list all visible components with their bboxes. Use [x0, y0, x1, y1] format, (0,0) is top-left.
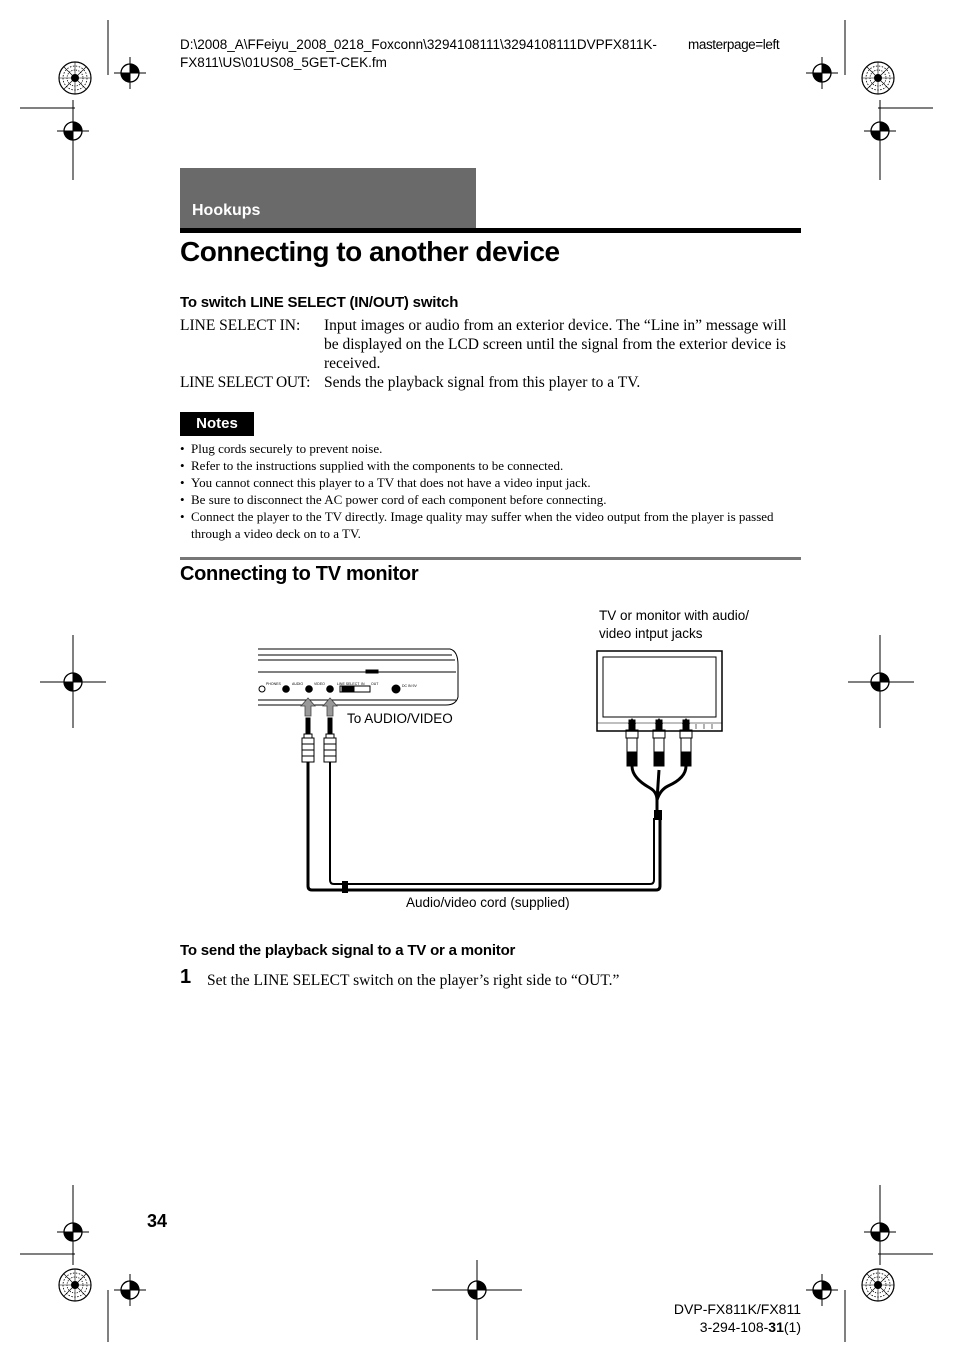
arrow-icon [301, 698, 337, 716]
notes-badge: Notes [180, 412, 254, 436]
file-path-line-2: FX811\US\01US08_5GET-CEK.fm [180, 55, 387, 70]
model-number: DVP-FX811K/FX811 [673, 1301, 801, 1317]
cable-splitter [654, 810, 662, 820]
notes-list [180, 440, 802, 542]
port-label: OUT [371, 682, 379, 686]
av-cable [308, 762, 686, 890]
document-code [640, 1319, 801, 1335]
tv-label-line-1: TV or monitor with audio/ [599, 608, 750, 623]
line-select-out-term: LINE SELECT OUT: [180, 374, 311, 391]
page-title: Connecting to another device [180, 236, 560, 267]
section-tab [180, 168, 476, 228]
document-code-suffix: (1) [783, 1319, 801, 1335]
line-select-in-desc: Input images or audio from an exterior device. The “Line in” message will be displayed on the LCD screen until the signal from the exterior device is received. [324, 317, 787, 372]
tv-label-line-2: video intput jacks [599, 626, 703, 641]
title-rule [180, 228, 801, 233]
document-code-bold: 31 [768, 1319, 784, 1335]
port-label: AUDIO [292, 682, 304, 686]
section-rule [180, 557, 801, 560]
tv-section-heading: Connecting to TV monitor [180, 563, 419, 585]
file-path-line-1: D:\2008_A\FFeiyu_2008_0218_Foxconn\3294108111\3294108111DVPFX811K- [180, 37, 657, 52]
list-item: • Plug cords securely to prevent noise. [180, 440, 802, 457]
port-label: VIDEO [314, 682, 325, 686]
line-select-out-desc: Sends the playback signal from this player to a TV. [324, 374, 641, 391]
list-item: • Refer to the instructions supplied with the components to be connected. [180, 457, 802, 474]
list-item: • Be sure to disconnect the AC power cord of each component before connecting. [180, 491, 802, 508]
page-number: 34 [147, 1211, 168, 1231]
port-label: IN [361, 682, 365, 686]
player-illustration [258, 649, 458, 705]
cord-label: Audio/video cord (supplied) [406, 895, 570, 910]
port-label: LINE SELECT [337, 682, 360, 686]
list-item: • Connect the player to the TV directly. Image quality may suffer when the video output from the player is passed through a video deck on to a TV. [180, 508, 802, 542]
jack-label: To AUDIO/VIDEO [347, 711, 453, 726]
port-label: DC IN 9V [402, 684, 417, 688]
document-code-prefix: 3-294-108- [699, 1319, 769, 1335]
connection-diagram [250, 600, 750, 900]
player-plugs [302, 718, 336, 762]
cable-clip [342, 881, 348, 893]
list-item: • You cannot connect this player to a TV that does not have a video input jack. [180, 474, 802, 491]
section-tab-label: Hookups [192, 202, 261, 219]
line-select-heading: To switch LINE SELECT (IN/OUT) switch [180, 294, 459, 311]
line-select-in-term: LINE SELECT IN: [180, 317, 301, 334]
master-page-label: masterpage=left [688, 37, 780, 52]
rca-plugs [626, 720, 692, 766]
playback-heading: To send the playback signal to a TV or a monitor [180, 942, 516, 959]
port-label: PHONES [266, 682, 281, 686]
step-text: Set the LINE SELECT switch on the player’s right side to “OUT.” [207, 972, 620, 989]
step-number: 1 [180, 966, 192, 988]
